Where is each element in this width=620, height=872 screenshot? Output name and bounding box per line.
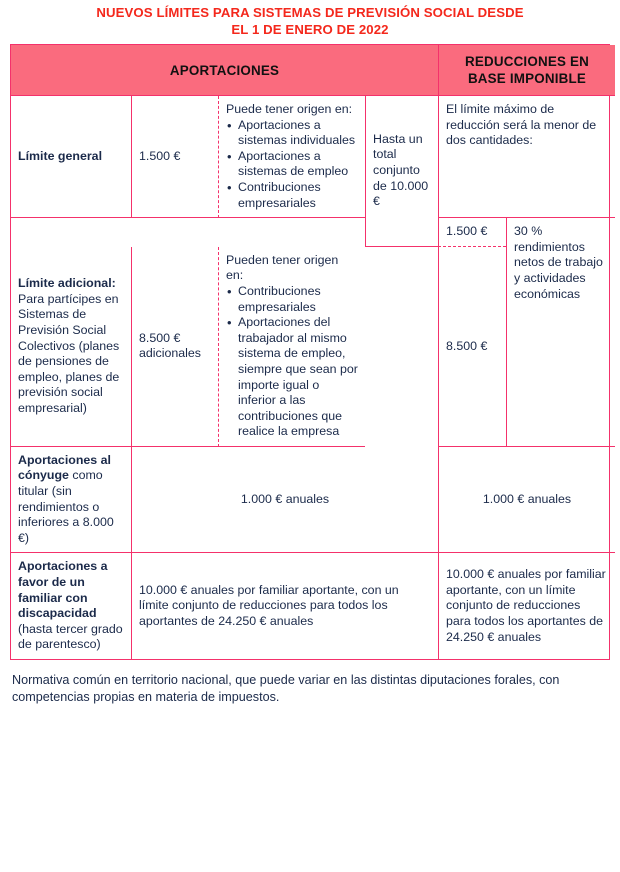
row-conyuge-concept-text (18, 453, 124, 547)
row-limite-adicional-origin-list (226, 284, 358, 440)
row-conyuge-aportacion (131, 447, 438, 554)
row-limite-adicional-amount (131, 247, 218, 447)
row-total-conjunto-note-value: Hasta un total conjunto de 10.000 € (373, 131, 429, 209)
row-familiar-concept (11, 553, 131, 659)
row-limite-general-concept (11, 96, 131, 218)
row-conyuge-aportacion-value: 1.000 € anuales (240, 491, 330, 506)
reduction-amount-limite-general (438, 218, 506, 247)
row-limite-adicional-amount-value: 8.500 € adicionales (139, 330, 201, 361)
row-limite-adicional-concept (11, 247, 131, 447)
row-limite-general-origin-lead: Puede tener origen en: (226, 102, 353, 116)
row-limite-general-amount (131, 96, 218, 218)
row-limite-adicional-concept-rest: Para partícipes en Sistemas de Previsión Social Colectivos (planes de pensiones de empleo, planes de previsión social empresarial) (18, 291, 120, 415)
row-familiar-concept-text (18, 559, 124, 653)
row-conyuge-concept-rest: como titular (sin rendimientos o inferiores a 8.000 €) (18, 468, 114, 545)
row-familiar-reduccion (438, 553, 615, 659)
page-title-line-2: EL 1 DE ENERO DE 2022 (231, 22, 389, 37)
row-conyuge-concept (11, 447, 131, 554)
row-limite-adicional-origin (218, 247, 365, 447)
row-limite-general-amount-value: 1.500 € (139, 148, 181, 163)
row-conyuge-reduccion (438, 447, 615, 554)
reduction-alternative-30pct-value: 30 % rendimientos netos de trabajo y actividades económicas (514, 224, 603, 301)
reduction-intro-text: El límite máximo de reducción será la menor de dos cantidades: (446, 102, 597, 148)
reduction-amount-limite-adicional-value: 8.500 € (446, 338, 488, 353)
row-total-conjunto-note (365, 96, 438, 247)
list-item: • Aportaciones del trabajador al mismo sistema de empleo, siempre que sean por importe igual o inferior a las contribuciones que realice la empresa (226, 315, 358, 440)
page-title (0, 0, 620, 44)
reduction-intro (438, 96, 615, 218)
row-conyuge-concept-strong: Aportaciones al cónyuge (18, 452, 111, 483)
reduction-amount-limite-general-value: 1.500 € (446, 224, 488, 239)
row-familiar-aportacion-value: 10.000 € anuales por familiar aportante, con un límite conjunto de reducciones para todos los aportantes de 24.250 € anuales (139, 582, 399, 629)
footnote: Normativa común en territorio nacional, que puede variar en las distintas diputaciones forales, con competencias propias en materia de impuestos. (12, 673, 560, 704)
row-familiar-concept-rest: (hasta tercer grado de parentesco) (18, 621, 123, 652)
row-limite-general-concept-strong: Límite general (18, 148, 103, 163)
reduction-amount-limite-adicional (438, 247, 506, 447)
page-title-line-1: NUEVOS LÍMITES PARA SISTEMAS DE PREVISIÓN SOCIAL DESDE (96, 5, 524, 20)
row-familiar-reduccion-value: 10.000 € anuales por familiar aportante, con un límite conjunto de reducciones para todos los aportantes de 24.250 € anuales (446, 567, 606, 644)
list-item: • Contribuciones empresariales (226, 180, 358, 211)
reduction-alternative-30pct (506, 218, 615, 447)
row-conyuge-reduccion-value: 1.000 € anuales (482, 491, 572, 506)
limits-table-grid (11, 45, 609, 659)
table-header-aportaciones: APORTACIONES (11, 45, 438, 96)
row-limite-adicional-origin-lead: Pueden tener origen en: (226, 252, 339, 283)
row-limite-adicional-concept-strong: Límite adicional: (18, 276, 116, 291)
row-familiar-concept-strong: Aportaciones a favor de un familiar con discapacidad (18, 559, 108, 621)
list-item: • Aportaciones a sistemas individuales (226, 118, 358, 149)
row-familiar-aportacion (131, 553, 438, 659)
row-limite-general-origin (218, 96, 365, 218)
row-limite-general-origin-list (226, 118, 358, 212)
table-header-reducciones: REDUCCIONES EN BASE IMPONIBLE (438, 45, 615, 96)
list-item: • Aportaciones a sistemas de empleo (226, 149, 358, 180)
row-limite-adicional-concept-text (18, 276, 124, 416)
limits-table (10, 44, 610, 660)
list-item: • Contribuciones empresariales (226, 284, 358, 315)
